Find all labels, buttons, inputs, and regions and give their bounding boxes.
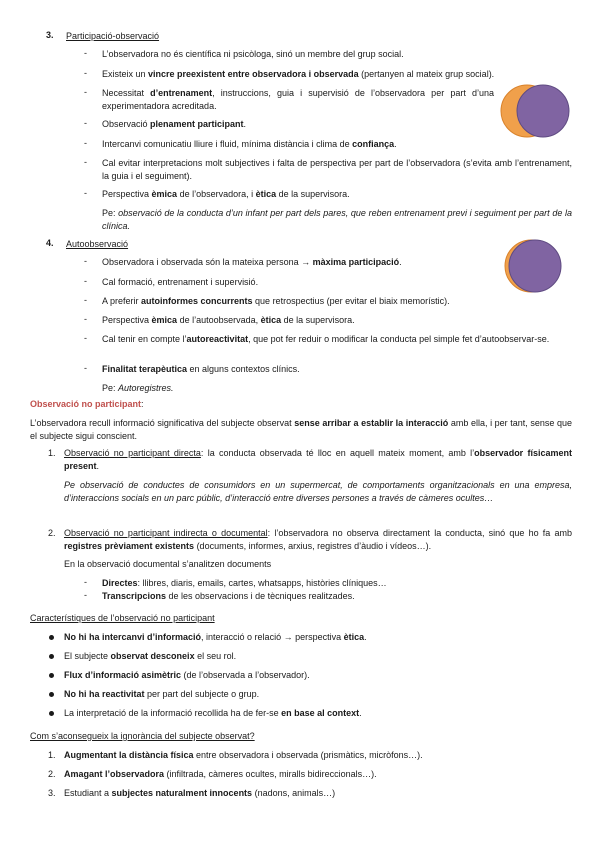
bullet-icon	[49, 711, 54, 716]
s4-item-4: Perspectiva èmica de l’autoobservada, ètica de la supervisora.	[102, 315, 355, 325]
s3-item-5: Intercanvi comunicatiu lliure i fluid, mínima distància i clima de confiança.	[102, 139, 397, 149]
char-item-2: El subjecte observat desconeix el seu rol.	[64, 651, 237, 661]
ign-item-2: Amagant l’observadora (infiltrada, càmeres ocultes, miralls bidireccionals…).	[64, 769, 377, 779]
s4-item-3: A preferir autoinformes concurrents que retrospectius (per evitar el biaix memorístic).	[102, 296, 450, 306]
doc-item-2: Transcripcions de les observacions i de tècniques realitzades.	[102, 591, 355, 601]
bullet-icon	[49, 692, 54, 697]
ign-number-1: 1.	[48, 750, 56, 760]
venn-full-overlap-icon	[498, 238, 573, 298]
char-item-1: No hi ha intercanvi d’informació, interacció o relació → perspectiva ètica.	[64, 632, 367, 642]
ignorance-title: Com s’aconsegueix la ignorància del subjecte observat?	[30, 731, 255, 741]
direct-example: Pe observació de conductes de consumidors en un supermercat, de comportaments organitzacionals en una empresa, d’interaccions socials en un parc públic, d’interacció entre diverses persones a través de càmeres ocultes…	[64, 480, 572, 503]
s4-example: Pe: Autoregistres.	[102, 383, 174, 393]
dash: -	[84, 138, 87, 148]
section3-number: 3.	[46, 30, 54, 40]
characteristics-title: Característiques de l’observació no participant	[30, 613, 215, 623]
s3-item-1: L’observadora no és científica ni psicòloga, sinó un membre del grup social.	[102, 49, 404, 59]
s3-item-7: Perspectiva èmica de l’observadora, i ètica de la supervisora.	[102, 189, 350, 199]
dash: -	[84, 256, 87, 266]
ign-number-2: 2.	[48, 769, 56, 779]
ign-item-1: Augmentant la distància física entre observadora i observada (prismàtics, micròfons…).	[64, 750, 423, 760]
dash: -	[84, 577, 87, 587]
dash: -	[84, 333, 87, 343]
s4-item-2: Cal formació, entrenament i supervisió.	[102, 277, 259, 287]
bullet-icon	[49, 654, 54, 659]
dash: -	[84, 276, 87, 286]
doc-item-1: Directes: llibres, diaris, emails, cartes, whatsapps, històries clíniques…	[102, 578, 387, 588]
purple-circle	[509, 240, 561, 292]
indirect-number: 2.	[48, 528, 56, 538]
char-item-5: La interpretació de la informació recollida ha de fer-se en base al context.	[64, 708, 362, 718]
s4-item-6: Finalitat terapèutica en alguns contextos clínics.	[102, 364, 300, 374]
direct-number: 1.	[48, 448, 56, 458]
venn-overlap-icon	[498, 82, 573, 142]
dash: -	[84, 295, 87, 305]
dash: -	[84, 157, 87, 167]
section4-title: Autoobservació	[66, 239, 129, 249]
section4-number: 4.	[46, 238, 54, 248]
s3-example: Pe: observació de la conducta d’un infant per part dels pares, que reben entrenament previ i seguiment per part de la clínica.	[102, 208, 572, 231]
dash: -	[84, 590, 87, 600]
purple-circle	[517, 85, 569, 137]
nonparticipant-intro: L’observadora recull informació significativa del subjecte observat sense arribar a establir la interacció amb ella, i per tant, sense que el subjecte sigui conscient.	[30, 418, 572, 441]
ign-number-3: 3.	[48, 788, 56, 798]
dash: -	[84, 363, 87, 373]
dash: -	[84, 118, 87, 128]
dash: -	[84, 87, 87, 97]
section3-title: Participació-observació	[66, 31, 160, 41]
bullet-icon	[49, 635, 54, 640]
char-item-4: No hi ha reactivitat per part del subjecte o grup.	[64, 689, 260, 699]
nonparticipant-heading: Observació no participant:	[30, 399, 144, 409]
s3-item-6: Cal evitar interpretacions molt subjectives i falta de perspectiva per part de l’observadora (s’evita amb l’entrenament, la guia i el seguiment).	[102, 158, 572, 181]
char-item-3: Flux d’informació asimètric (de l’observada a l’observador).	[64, 670, 310, 680]
direct-definition: Observació no participant directa: la conducta observada té lloc en aquell mateix moment, amb l’observador físicament present.	[64, 448, 572, 471]
ign-item-3: Estudiant a subjectes naturalment innocents (nadons, animals…)	[64, 788, 336, 798]
s3-item-3: Necessitat d’entrenament, instruccions, guia i supervisió de l’observadora per part d’una experimentadora acreditada.	[102, 88, 494, 111]
dash: -	[84, 48, 87, 58]
s3-item-2: Existeix un vincre preexistent entre observadora i observada (pertanyen al mateix grup social).	[102, 69, 495, 79]
s3-item-4: Observació plenament participant.	[102, 119, 247, 129]
s4-item-1: Observadora i observada són la mateixa persona → màxima participació.	[102, 257, 402, 267]
doc-intro: En la observació documental s’analitzen documents	[64, 559, 272, 569]
bullet-icon	[49, 673, 54, 678]
indirect-definition: Observació no participant indirecta o documental: l’observadora no observa directament la conducta, sinó que ho fa amb registres prèviament existents (documents, informes, arxius, registres d’àudio i vídeos…).	[64, 528, 573, 551]
s4-item-5: Cal tenir en compte l’autoreactivitat, que pot fer reduir o modificar la conducta pel simple fet d’autoobservar-se.	[102, 334, 550, 344]
dash: -	[84, 188, 87, 198]
dash: -	[84, 68, 87, 78]
dash: -	[84, 314, 87, 324]
